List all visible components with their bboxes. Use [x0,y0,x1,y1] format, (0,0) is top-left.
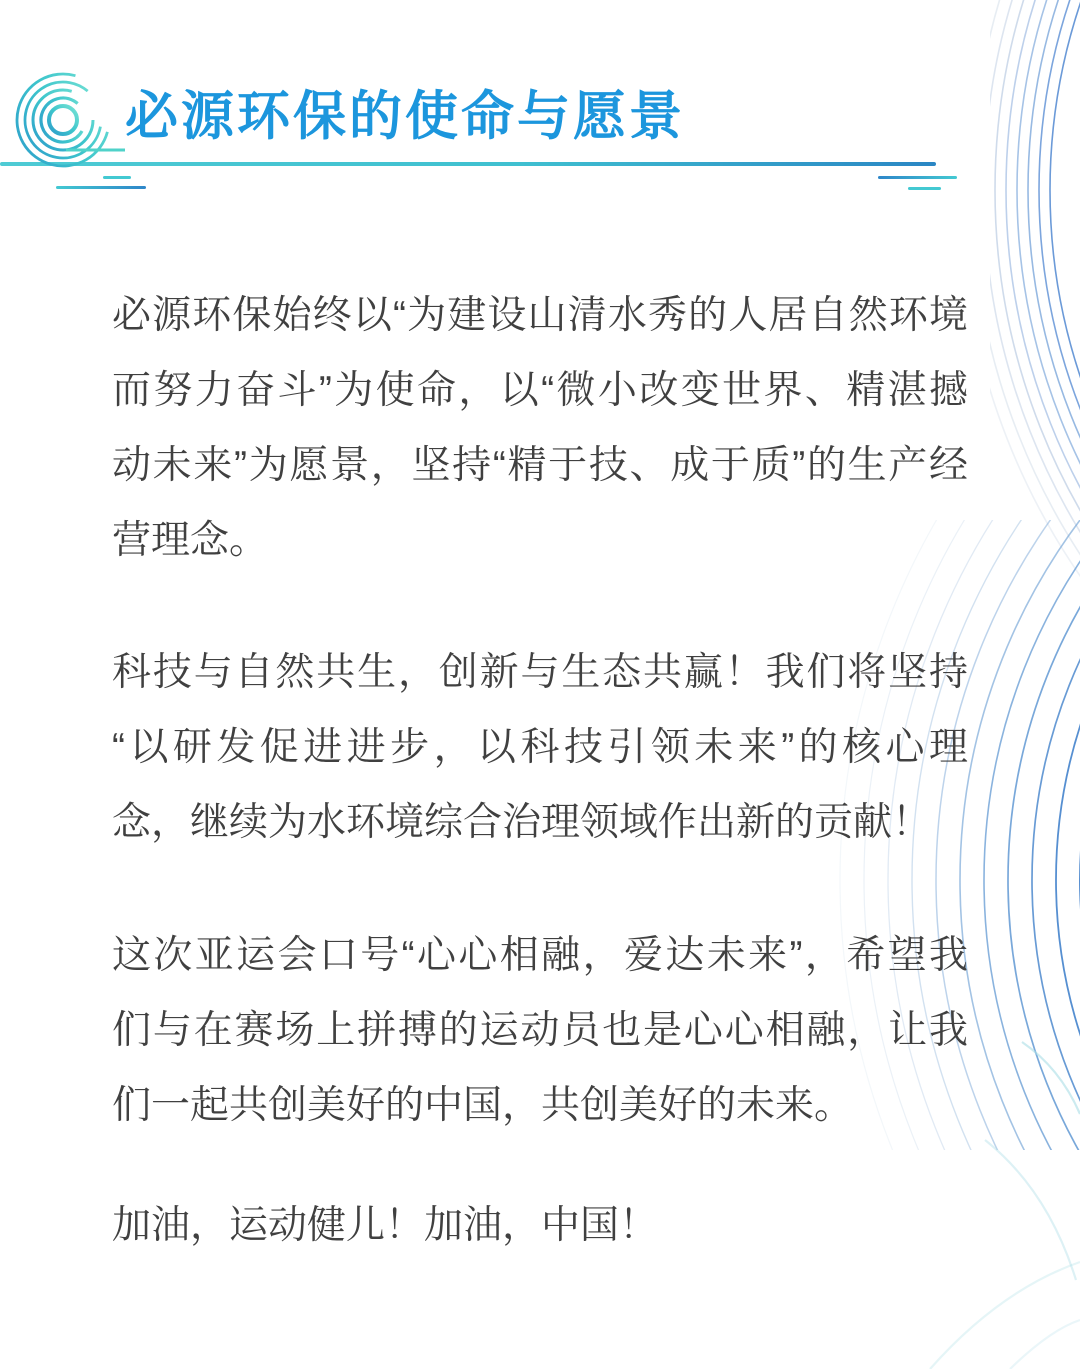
text-line: 念，继续为水环境综合治理领域作出新的贡献！ [112,801,932,844]
paragraph-mission [112,278,968,578]
page-title: 必源环保的使命与愿景 [125,87,685,146]
paragraph-technology [112,635,968,860]
text-line: 们一起共创美好的中国，共创美好的未来。 [112,1084,854,1127]
text-line: 动未来”为愿景，坚持“精于技、成于质”的生产经 [112,444,968,487]
text-line: 加油，运动健儿！加油，中国！ [112,1204,659,1247]
paragraph-asian-games [112,918,968,1143]
text-line: 科技与自然共生，创新与生态共赢！我们将坚持 [112,651,968,694]
text-line: 必源环保始终以“为建设山清水秀的人居自然环境 [112,294,968,337]
text-line: 营理念。 [112,519,269,562]
text-line: 而努力奋斗”为使命，以“微小改变世界、精湛撼 [112,369,968,412]
text-line: 们与在赛场上拼搏的运动员也是心心相融，让我 [112,1009,968,1052]
text-line: “以研发促进进步，以科技引领未来”的核心理 [112,726,968,769]
paragraph-cheer [112,1188,968,1263]
text-line: 这次亚运会口号“心心相融，爱达未来”，希望我 [112,934,968,977]
